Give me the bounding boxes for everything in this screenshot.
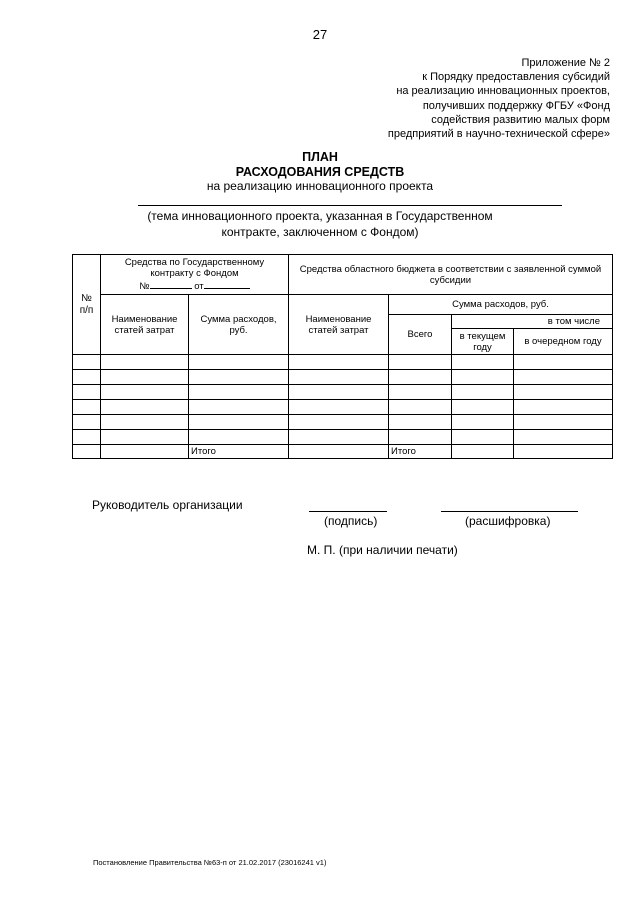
signature-line[interactable] bbox=[309, 511, 387, 512]
signature-caption: (подпись) bbox=[324, 514, 378, 528]
document-title bbox=[0, 150, 640, 180]
topic-fill-line[interactable] bbox=[138, 205, 562, 206]
regional-amount-header: Сумма расходов, руб. bbox=[389, 295, 613, 315]
decode-caption: (расшифровка) bbox=[465, 514, 551, 528]
regional-item-name-header: Наименование статей затрат bbox=[289, 295, 389, 355]
fund-amount-header: Сумма расходов, руб. bbox=[189, 295, 289, 355]
topic-caption-line: контракте, заключенном с Фондом) bbox=[221, 224, 419, 239]
appendix-line: Приложение № 2 bbox=[521, 57, 610, 69]
fund-item-name-header: Наименование статей затрат bbox=[101, 295, 189, 355]
appendix-note bbox=[270, 56, 610, 141]
fund-header: Средства по Государственному контракту с Фондом № от bbox=[101, 255, 289, 295]
table-row bbox=[73, 430, 613, 445]
head-label: Руководитель организации bbox=[92, 498, 243, 512]
appendix-line: содействия развитию малых форм bbox=[431, 113, 610, 126]
fund-total-label: Итого bbox=[189, 445, 289, 459]
topic-caption bbox=[0, 209, 640, 240]
stamp-note: М. П. (при наличии печати) bbox=[307, 543, 458, 557]
decode-line[interactable] bbox=[441, 511, 578, 512]
col-number-header: № п/п bbox=[73, 255, 101, 355]
appendix-line: предприятий в научно-технической сфере» bbox=[387, 128, 610, 141]
table-row bbox=[73, 385, 613, 400]
page-number: 27 bbox=[312, 27, 328, 42]
appendix-line: получивших поддержку ФГБУ «Фонд bbox=[422, 99, 610, 112]
topic-caption-line: (тема инновационного проекта, указанная в Государственном bbox=[147, 209, 493, 223]
contract-number-date: № от bbox=[103, 279, 286, 292]
total-row bbox=[73, 445, 613, 459]
table-row bbox=[73, 415, 613, 430]
title-line-plan: ПЛАН bbox=[302, 150, 338, 164]
contract-number-field[interactable] bbox=[150, 279, 192, 289]
title-line-expenses: РАСХОДОВАНИЯ СРЕДСТВ bbox=[235, 165, 405, 179]
regional-header: Средства областного бюджета в соответствии с заявленной суммой субсидии bbox=[289, 255, 613, 295]
expense-plan-table bbox=[72, 254, 613, 459]
total-header: Всего bbox=[389, 315, 452, 355]
current-year-header: в текущем году bbox=[452, 329, 514, 355]
table-row bbox=[73, 370, 613, 385]
including-header: в том числе bbox=[452, 315, 613, 329]
next-year-header: в очередном году bbox=[514, 329, 613, 355]
footer-note: Постановление Правительства №63-п от 21.02.2017 (23016241 v1) bbox=[93, 858, 327, 867]
appendix-line: на реализацию инновационных проектов, bbox=[396, 85, 610, 98]
table-row bbox=[73, 400, 613, 415]
appendix-line: к Порядку предоставления субсидий bbox=[422, 71, 610, 84]
document-subtitle: на реализацию инновационного проекта bbox=[206, 179, 434, 193]
table-row bbox=[73, 355, 613, 370]
contract-date-field[interactable] bbox=[204, 279, 250, 289]
regional-total-label: Итого bbox=[389, 445, 452, 459]
